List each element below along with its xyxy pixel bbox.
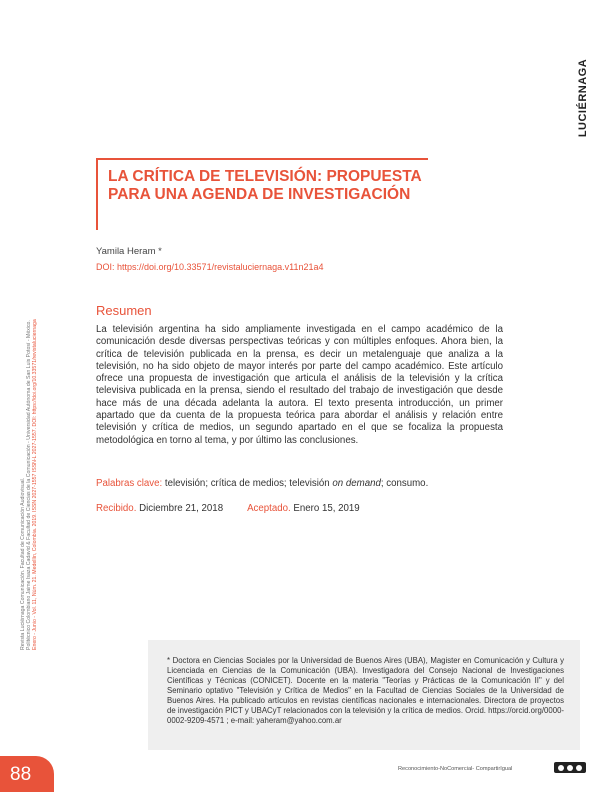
received-date: Diciembre 21, 2018: [136, 503, 224, 514]
journal-name: LUCIÉRNAGA: [577, 58, 589, 138]
keywords-text: televisión; crítica de medios; televisión: [162, 478, 333, 489]
author-name: Yamila Heram *: [96, 246, 162, 257]
article-title: LA CRÍTICA DE TELEVISIÓN: PROPUESTA PARA UNA AGENDA DE INVESTIGACIÓN: [108, 168, 422, 203]
page-number: 88: [10, 764, 32, 785]
received-label: Recibido.: [96, 503, 137, 514]
keywords-italic: on demand: [332, 478, 381, 489]
dates: [96, 503, 360, 514]
author-footnote: * Doctora en Ciencias Sociales por la Universidad de Buenos Aires (UBA), Magister en Comunicación y Cultura y Licenciada en Ciencias de la Comunicación (UBA). Investigadora del Consejo Nacional de Investigaciones Científicas y Técnicas (CONICET). Docente en la materia "Teorías y Prácticas de la Comunicación II" y del Seminario optativo "Televisión y Crítica de Medios" en la Facultad de Ciencias Sociales de la Universidad de Buenos Aires. Ha publicado artículos en revistas científicas nacionales e internacionales. Directora de proyectos de investigación PICT y UBACyT relacionados con la televisión y la crítica de medios. Orcid. https://orcid.org/0000-0002-9209-4571 ; e-mail: yaheram@yahoo.com.ar: [167, 656, 564, 725]
keywords-end: ; consumo.: [380, 478, 429, 489]
accepted-date: Enero 15, 2019: [290, 503, 360, 514]
journal-side-info: [20, 319, 39, 650]
doi-link[interactable]: DOI: https://doi.org/10.33571/revistaluciernaga.v11n21a4: [96, 262, 324, 272]
accepted-label: Aceptado.: [247, 503, 291, 514]
side-info-line-1: Revista Luciérnaga Comunicación. Facultad de Comunicación Audiovisual.: [20, 477, 26, 650]
creative-commons-icon[interactable]: [554, 762, 586, 773]
keywords-label: Palabras clave:: [96, 478, 163, 489]
side-info-line-2: Politécnico Colombiano Jaime Isaza Cadavid & Facultad de Ciencias de la Comunicación - Universidad Autónoma de San Luis Potosí - México.: [26, 320, 33, 650]
side-info-line-3: Enero - Junio - Vol. 11, Núm. 21. Medellín, Colombia. 2019. ISSN 2027-1557 ISSN-L 2027-1557. DOI: https://doi.org/10.33571/revistaluciernaga: [32, 319, 39, 650]
abstract-text: La televisión argentina ha sido ampliamente investigada en el campo académico de la comunicación desde diversas perspectivas teóricas y con múltiples enfoques. Ahora bien, la crítica de televisión publicada en la prensa, es decir un metalenguaje que analiza a la televisión, no ha sido objeto de mayor interés por parte del campo académico. Este artículo ofrece una propuesta de investigación que articula el análisis de la televisión y la crítica televisiva publicada en la prensa, siendo el resultado del trabajo de investigación que desde hace más de una década adelanta la autora. El texto presenta introducción, un primer apartado que da cuenta de la propuesta teórica para abordar el análisis y relación entre televisión y crítica de medios, un segundo apartado en el que se focaliza la propuesta metodológica en torno al tema, y por último las conclusiones.: [96, 324, 503, 446]
keywords: [96, 478, 516, 489]
abstract-heading: Resumen: [96, 303, 152, 318]
license-text: Reconocimiento-NoComercial- CompartirIgual: [398, 766, 513, 772]
